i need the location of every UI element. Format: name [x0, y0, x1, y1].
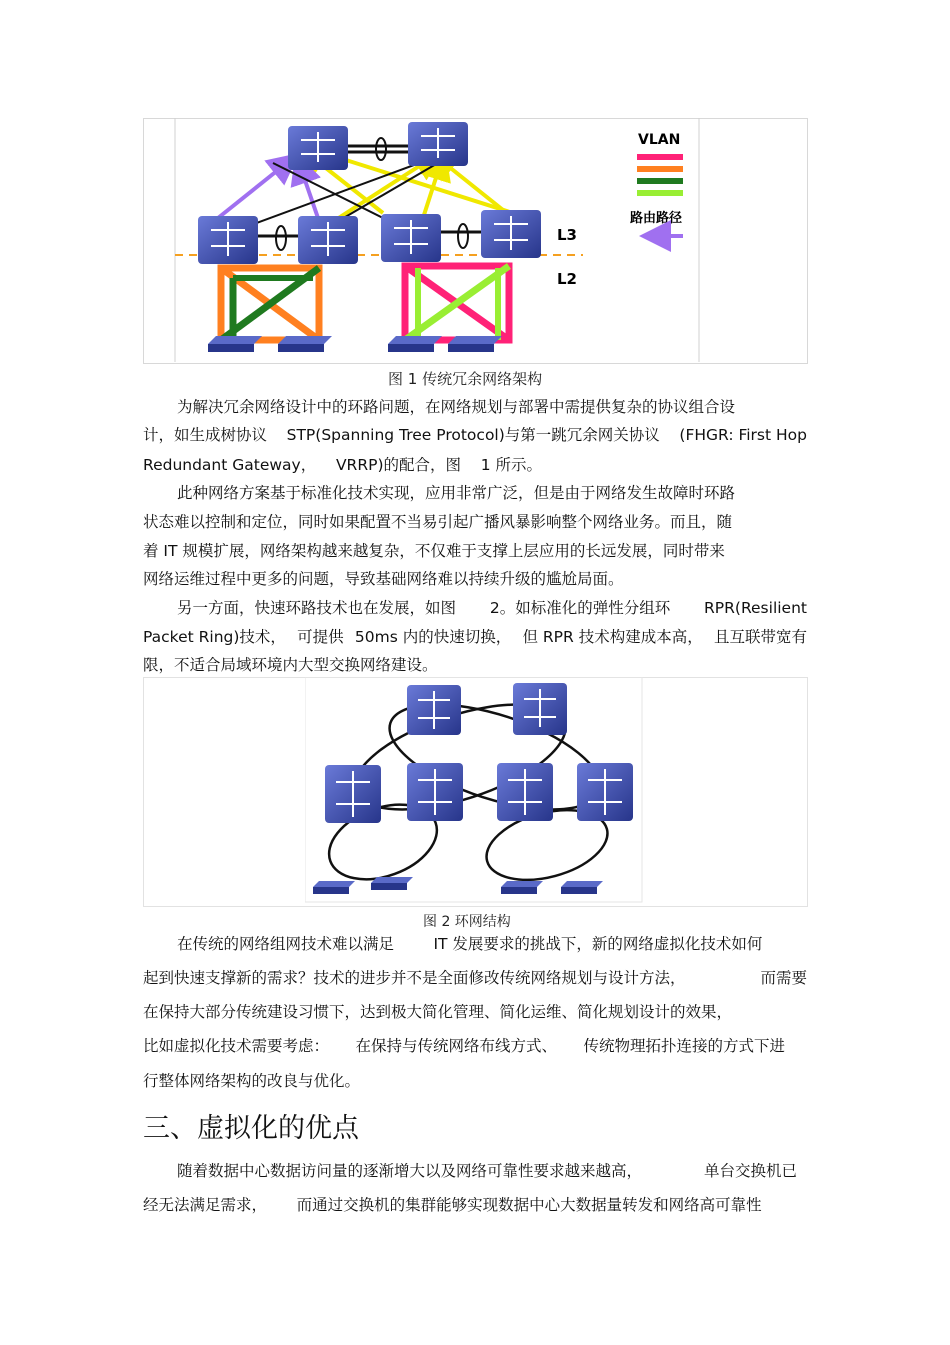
ring-switch-6-icon: [577, 763, 633, 821]
text-segment: IT 发展要求的挑战下，新的网络虚拟化技术如何: [433, 935, 763, 953]
text-segment: 起到快速支撑新的需求？技术的进步并不是全面修改传统网络规划与设计方法，: [143, 969, 686, 987]
text-segment: (FHGR: First Hop: [679, 426, 807, 444]
para2-line3: 着 IT 规模扩展，网络架构越来越复杂，不仅难于支撑上层应用的长远发展，同时带来: [143, 542, 725, 560]
para4-line3: 在保持大部分传统建设习惯下，达到极大简化管理、简化运维、简化规划设计的效果，: [143, 1003, 733, 1021]
agg-switch-1-icon: [198, 216, 258, 264]
label-l3: L3: [557, 226, 577, 244]
ring-switch-2-icon: [513, 683, 567, 735]
ring-switch-1-icon: [407, 685, 461, 735]
ring-switch-4-icon: [407, 763, 463, 821]
text-segment: 计，如生成树协议: [143, 426, 268, 444]
text-segment: RPR(Resilient: [704, 599, 807, 617]
text-segment: 经无法满足需求，: [143, 1196, 268, 1214]
access-switch-3-icon: [388, 336, 442, 352]
vlan-links-right: [405, 266, 509, 340]
text-segment: 而通过交换机的集群能够实现数据中心大数据量转发和网络高可靠性: [296, 1196, 762, 1214]
access-switch-2-icon: [278, 336, 332, 352]
para2-line2: 状态难以控制和定位，同时如果配置不当易引起广播风暴影响整个网络业务。而且，随: [143, 513, 733, 531]
figure1-caption: 图 1 传统冗余网络架构: [388, 370, 543, 388]
ring-access-switch-4-icon: [561, 881, 603, 894]
para1-line3: [143, 455, 807, 475]
text-segment: 50ms 内的快速切换，: [354, 628, 512, 646]
text-segment: STP(Spanning Tree Protocol)与第一跳冗余网关协议: [286, 426, 660, 444]
ring-switch-5-icon: [497, 763, 553, 821]
para2-line1: 此种网络方案基于标准化技术实现，应用非常广泛，但是由于网络发生故障时环路: [177, 484, 736, 502]
legend-vlan-label: VLAN: [638, 132, 681, 148]
ring-switch-3-icon: [325, 765, 381, 823]
figure2-caption: 图 2 环网结构: [423, 914, 511, 930]
access-switch-4-icon: [448, 336, 502, 352]
agg-switch-3-icon: [381, 214, 441, 262]
text-segment: 2。如标准化的弹性分组环: [489, 599, 671, 617]
para1-line2: [143, 425, 807, 445]
para3-line2: [143, 627, 807, 647]
text-segment: 随着数据中心数据访问量的逐渐增大以及网络可靠性要求越来越高，: [177, 1162, 643, 1180]
ring-access-switch-2-icon: [371, 877, 413, 890]
para5-line1: [143, 1161, 797, 1181]
para5-line2: [143, 1195, 807, 1215]
ring-access-switch-1-icon: [313, 881, 355, 894]
section-heading: 三、虚拟化的优点: [143, 1113, 359, 1144]
agg-switch-4-icon: [481, 210, 541, 258]
text-segment: 比如虚拟化技术需要考虑：: [143, 1037, 330, 1055]
para3-line1: [143, 598, 807, 618]
core-switch-left-icon: [288, 126, 348, 170]
text-segment: 而需要: [760, 969, 807, 987]
text-segment: VRRP)的配合，图: [335, 456, 461, 474]
para4-line5: 行整体网络架构的改良与优化。: [143, 1072, 361, 1090]
text-segment: 单台交换机已: [703, 1162, 797, 1180]
ring-access-switch-3-icon: [501, 881, 543, 894]
vlan-links-left: [221, 268, 319, 340]
text-segment: 另一方面，快速环路技术也在发展，如图: [177, 599, 457, 617]
route-arrows: [218, 148, 513, 230]
text-segment: 传统物理拓扑连接的方式下进: [583, 1037, 785, 1055]
agg-switch-2-icon: [298, 216, 358, 264]
text-segment: Redundant Gateway，: [143, 456, 317, 474]
para3-line3: 限，不适合局域环境内大型交换网络建设。: [143, 656, 438, 674]
access-switch-1-icon: [208, 336, 262, 352]
para1-line1: 为解决冗余网络设计中的环路问题，在网络规划与部署中需提供复杂的协议组合设: [177, 398, 736, 416]
para2-line4: 网络运维过程中更多的问题，导致基础网络难以持续升级的尴尬局面。: [143, 570, 624, 588]
figure1-diagram: [143, 118, 807, 363]
para4-line4: [143, 1036, 785, 1056]
text-segment: 在保持与传统网络布线方式、: [355, 1037, 557, 1055]
text-segment: 在传统的网络组网技术难以满足: [177, 935, 395, 953]
para4-line2: [143, 968, 807, 988]
text-segment: 但 RPR 技术构建成本高，: [522, 628, 703, 646]
text-segment: 可提供: [297, 628, 344, 646]
text-segment: Packet Ring)技术，: [143, 628, 286, 646]
core-switch-right-icon: [408, 122, 468, 166]
text-segment: 且互联带宽有: [713, 628, 807, 646]
label-l2: L2: [557, 270, 577, 288]
para4-line1: [143, 934, 841, 954]
figure2-ring-diagram: [305, 677, 643, 903]
text-segment: 1 所示。: [480, 456, 543, 474]
legend-route-label: 路由路径: [630, 211, 683, 226]
